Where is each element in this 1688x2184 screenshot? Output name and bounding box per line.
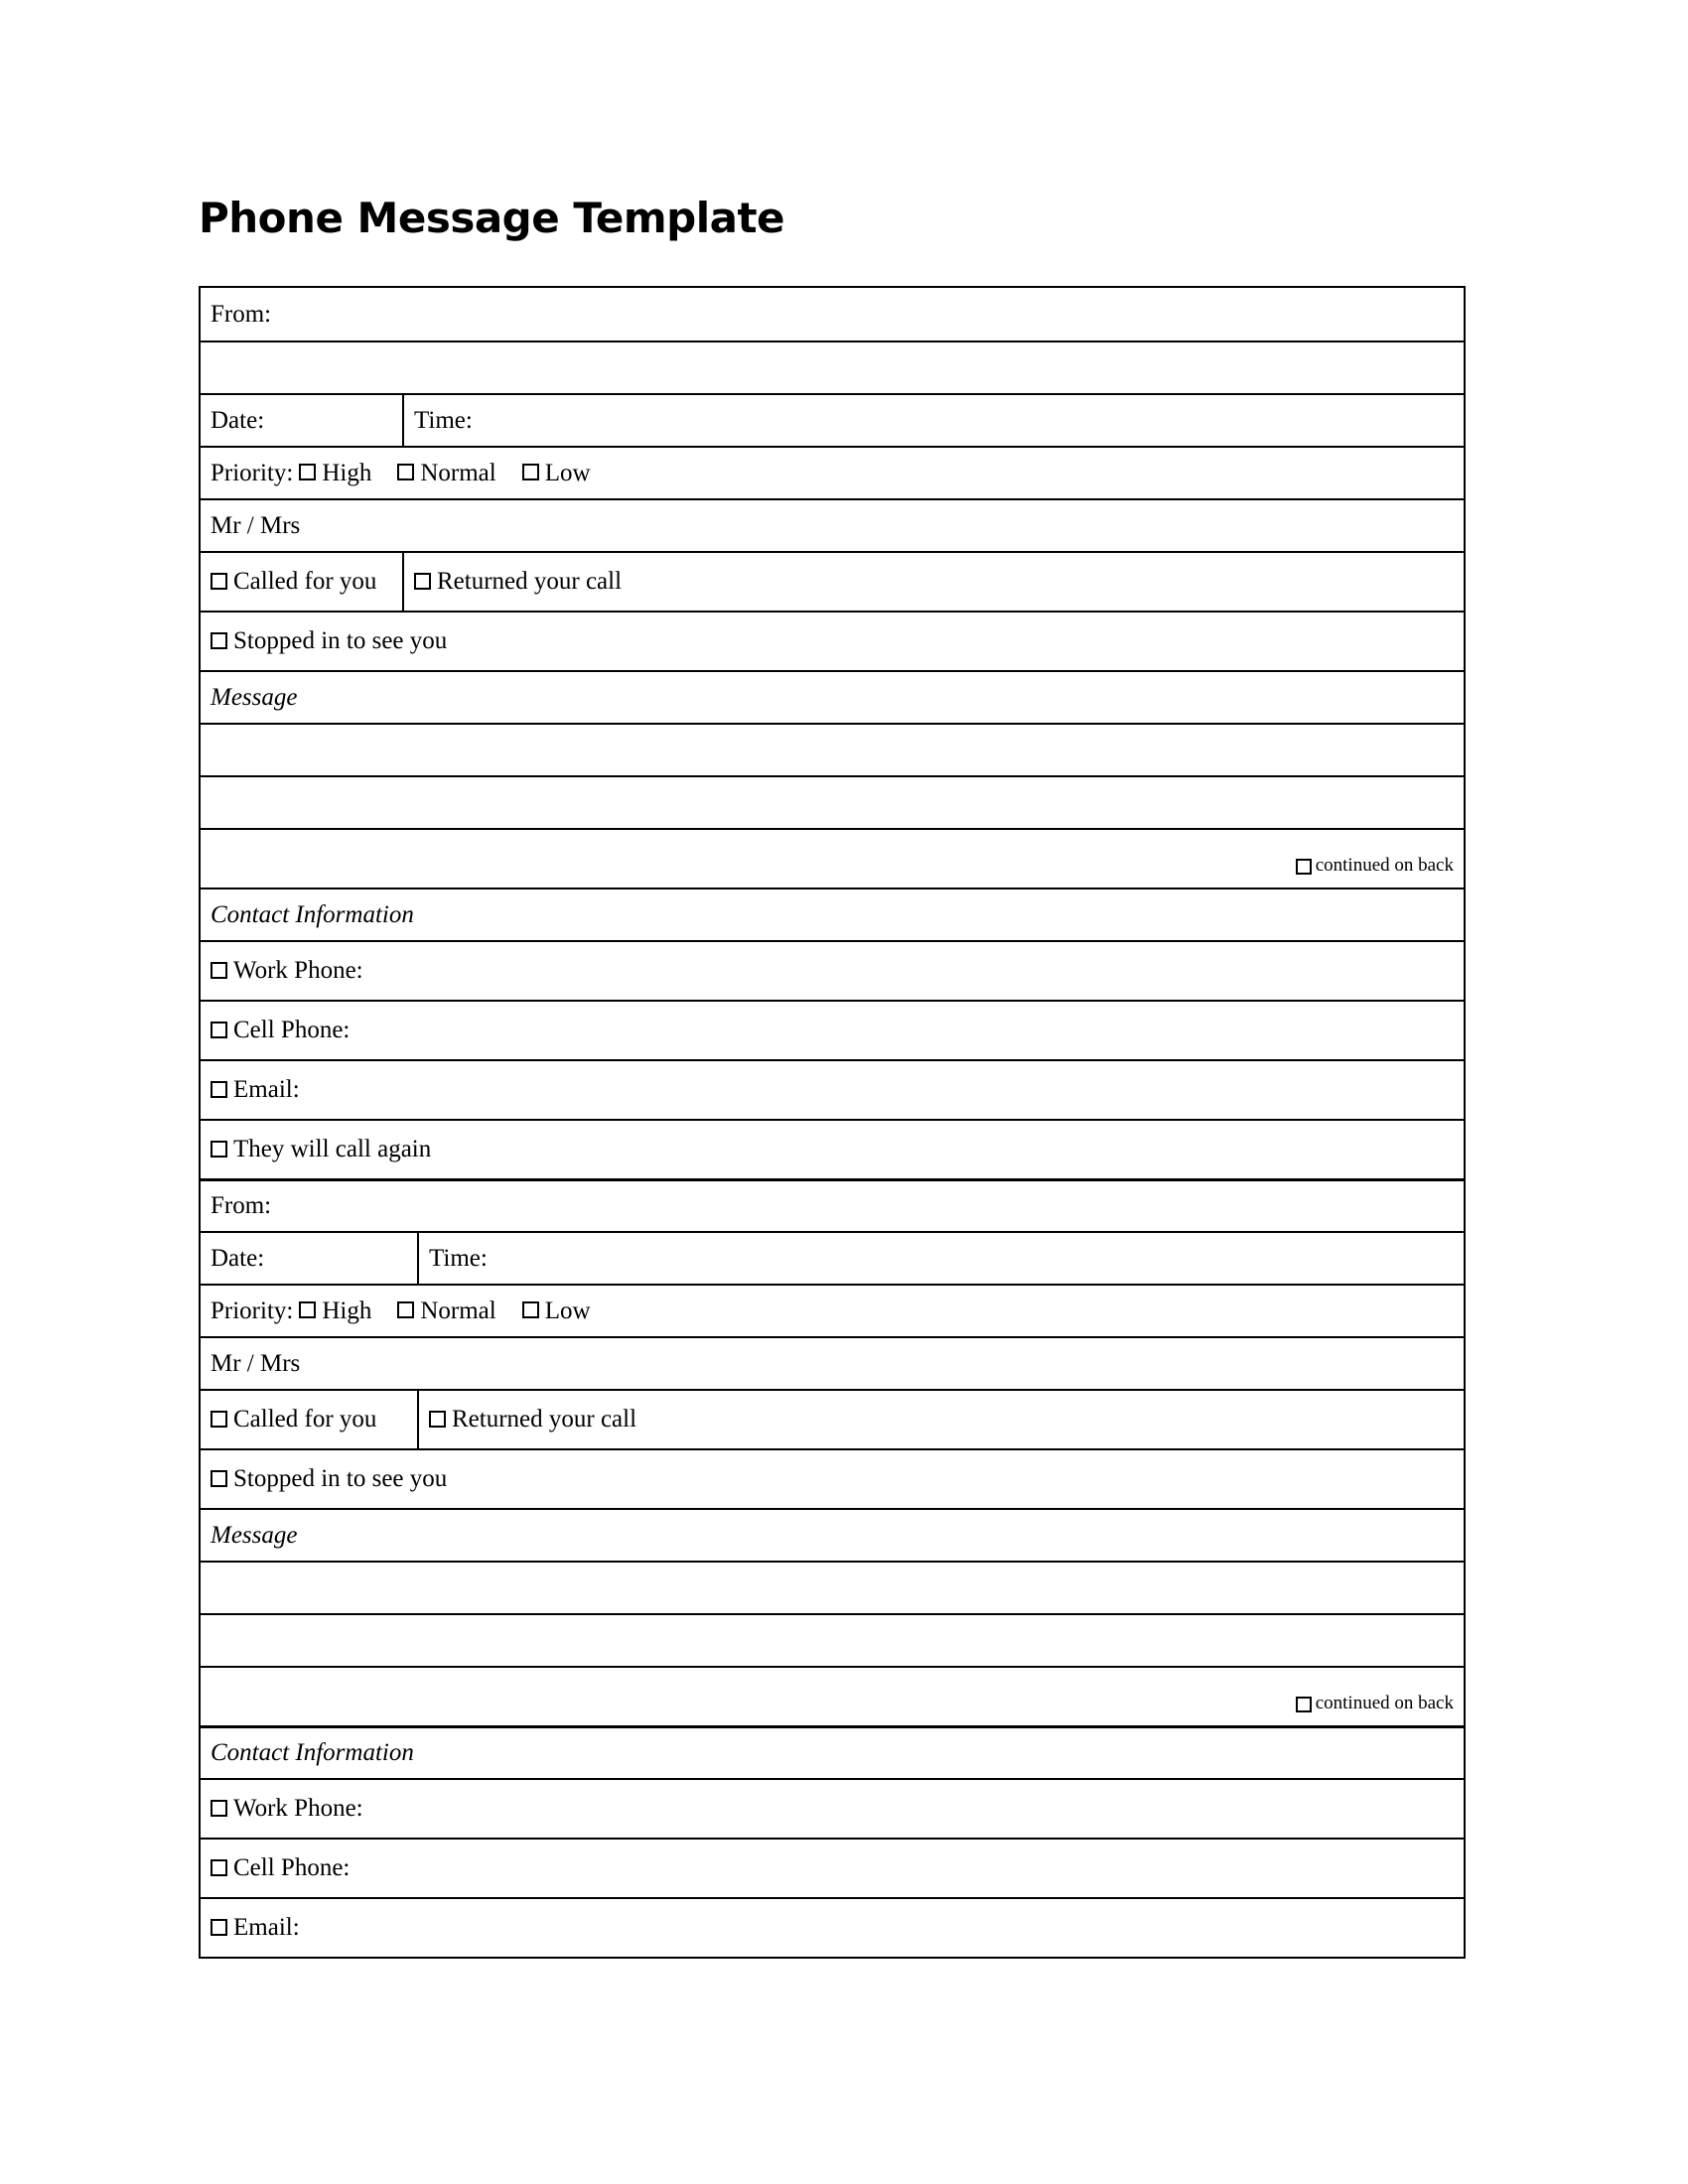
priority-low-label: Low — [544, 459, 591, 486]
checkbox-icon[interactable] — [299, 464, 316, 480]
message-input-line[interactable] — [201, 725, 1464, 775]
checkbox-icon[interactable] — [397, 1301, 414, 1318]
contact-heading-row — [201, 887, 1464, 940]
time-label: Time: — [429, 1244, 488, 1272]
date-time-row — [201, 1231, 1464, 1284]
message-line — [201, 1613, 1464, 1666]
time-field[interactable] — [402, 395, 1464, 446]
email-label: Email: — [233, 1076, 300, 1103]
stopped-in-label: Stopped in to see you — [233, 1465, 448, 1492]
call-again-option[interactable] — [201, 1121, 1464, 1178]
message-label: Message — [211, 1521, 298, 1549]
priority-label: Priority: — [211, 459, 294, 486]
contact-label: Contact Information — [211, 900, 414, 928]
called-for-you-option[interactable] — [201, 553, 402, 611]
message-input-line[interactable] — [201, 777, 1464, 828]
priority-low-option[interactable] — [522, 1297, 591, 1325]
contact-label: Contact Information — [211, 1739, 414, 1766]
mr-mrs-field[interactable] — [201, 1338, 1464, 1389]
work-phone-field[interactable] — [201, 1780, 1464, 1838]
message-line — [201, 1561, 1464, 1613]
message-last-line — [201, 1666, 1464, 1725]
mr-mrs-row — [201, 498, 1464, 551]
checkbox-icon[interactable] — [414, 573, 431, 590]
work-phone-label: Work Phone: — [233, 957, 363, 984]
date-label: Date: — [211, 406, 265, 434]
message-input-line[interactable] — [201, 1563, 1464, 1613]
contact-heading — [201, 889, 1464, 940]
stopped-in-option[interactable] — [201, 1450, 1464, 1508]
email-row — [201, 1897, 1464, 1957]
from-row — [201, 288, 1464, 341]
returned-call-label: Returned your call — [437, 568, 623, 595]
contact-heading-row — [201, 1725, 1464, 1778]
email-field[interactable] — [201, 1899, 1464, 1957]
cell-phone-field[interactable] — [201, 1840, 1464, 1897]
priority-normal-label: Normal — [420, 459, 496, 486]
priority-options — [201, 448, 1464, 498]
checkbox-icon[interactable] — [522, 1301, 539, 1318]
date-field[interactable] — [201, 1233, 417, 1284]
checkbox-icon[interactable] — [211, 1411, 227, 1428]
message-heading-row — [201, 670, 1464, 723]
checkbox-icon[interactable] — [211, 962, 227, 979]
cell-phone-row — [201, 1000, 1464, 1059]
checkbox-icon[interactable] — [522, 464, 539, 480]
checkbox-icon[interactable] — [211, 1470, 227, 1487]
email-row — [201, 1059, 1464, 1119]
priority-normal-option[interactable] — [397, 460, 495, 487]
stopped-in-row — [201, 611, 1464, 670]
from-continuation-row — [201, 341, 1464, 393]
checkbox-icon[interactable] — [1296, 859, 1312, 875]
checkbox-icon[interactable] — [211, 573, 227, 590]
work-phone-row — [201, 940, 1464, 1000]
returned-call-label: Returned your call — [452, 1406, 637, 1433]
stopped-in-label: Stopped in to see you — [233, 627, 448, 654]
call-type-row — [201, 551, 1464, 611]
message-input-line[interactable] — [201, 830, 1464, 887]
message-line — [201, 723, 1464, 775]
checkbox-icon[interactable] — [299, 1301, 316, 1318]
checkbox-icon[interactable] — [211, 1141, 227, 1158]
message-last-line — [201, 828, 1464, 887]
work-phone-field[interactable] — [201, 942, 1464, 1000]
cell-phone-field[interactable] — [201, 1002, 1464, 1059]
returned-call-option[interactable] — [402, 553, 1464, 611]
stopped-in-option[interactable] — [201, 613, 1464, 670]
priority-high-option[interactable] — [299, 460, 371, 487]
message-heading — [201, 1510, 1464, 1561]
stopped-in-row — [201, 1448, 1464, 1508]
date-time-row — [201, 393, 1464, 446]
time-field[interactable] — [417, 1233, 1464, 1284]
email-label: Email: — [233, 1914, 300, 1941]
priority-label: Priority: — [211, 1297, 294, 1324]
from-continuation-field[interactable] — [201, 342, 1464, 393]
mr-mrs-label: Mr / Mrs — [211, 1349, 301, 1377]
cell-phone-label: Cell Phone: — [233, 1854, 351, 1881]
priority-options — [201, 1286, 1464, 1336]
message-heading — [201, 672, 1464, 723]
returned-call-option[interactable] — [417, 1391, 1464, 1448]
called-for-you-option[interactable] — [201, 1391, 417, 1448]
checkbox-icon[interactable] — [1296, 1697, 1312, 1712]
message-input-line[interactable] — [201, 1668, 1464, 1725]
checkbox-icon[interactable] — [211, 1081, 227, 1098]
checkbox-icon[interactable] — [211, 1859, 227, 1876]
phone-message-form — [199, 286, 1466, 1959]
date-label: Date: — [211, 1244, 265, 1272]
priority-low-option[interactable] — [522, 460, 591, 487]
email-field[interactable] — [201, 1061, 1464, 1119]
from-field[interactable] — [201, 288, 1464, 341]
priority-low-label: Low — [544, 1297, 591, 1324]
priority-row — [201, 1284, 1464, 1336]
work-phone-label: Work Phone: — [233, 1795, 363, 1822]
checkbox-icon[interactable] — [211, 632, 227, 649]
priority-normal-label: Normal — [420, 1297, 496, 1324]
priority-high-label: High — [322, 459, 372, 486]
priority-high-label: High — [322, 1297, 372, 1324]
contact-heading — [201, 1728, 1464, 1778]
from-field[interactable] — [201, 1181, 1464, 1231]
mr-mrs-row — [201, 1336, 1464, 1389]
checkbox-icon[interactable] — [211, 1022, 227, 1038]
from-row — [201, 1178, 1464, 1231]
page-title: Phone Message Template — [199, 194, 785, 242]
call-again-label: They will call again — [233, 1136, 432, 1162]
called-for-you-label: Called for you — [233, 1406, 377, 1433]
continued-on-back-label: continued on back — [1315, 855, 1454, 876]
from-label: From: — [211, 300, 272, 328]
checkbox-icon[interactable] — [429, 1411, 446, 1428]
call-type-row — [201, 1389, 1464, 1448]
checkbox-icon[interactable] — [211, 1919, 227, 1936]
message-heading-row — [201, 1508, 1464, 1561]
message-label: Message — [211, 683, 298, 711]
call-again-row — [201, 1119, 1464, 1178]
priority-high-option[interactable] — [299, 1297, 371, 1325]
from-label: From: — [211, 1192, 272, 1219]
cell-phone-row — [201, 1838, 1464, 1897]
message-input-line[interactable] — [201, 1615, 1464, 1666]
checkbox-icon[interactable] — [397, 464, 414, 480]
continued-on-back-label: continued on back — [1315, 1693, 1454, 1713]
priority-normal-option[interactable] — [397, 1297, 495, 1325]
priority-row — [201, 446, 1464, 498]
time-label: Time: — [414, 406, 473, 434]
mr-mrs-label: Mr / Mrs — [211, 511, 301, 539]
checkbox-icon[interactable] — [211, 1800, 227, 1817]
work-phone-row — [201, 1778, 1464, 1838]
message-line — [201, 775, 1464, 828]
called-for-you-label: Called for you — [233, 568, 377, 595]
mr-mrs-field[interactable] — [201, 500, 1464, 551]
date-field[interactable] — [201, 395, 402, 446]
cell-phone-label: Cell Phone: — [233, 1017, 351, 1043]
